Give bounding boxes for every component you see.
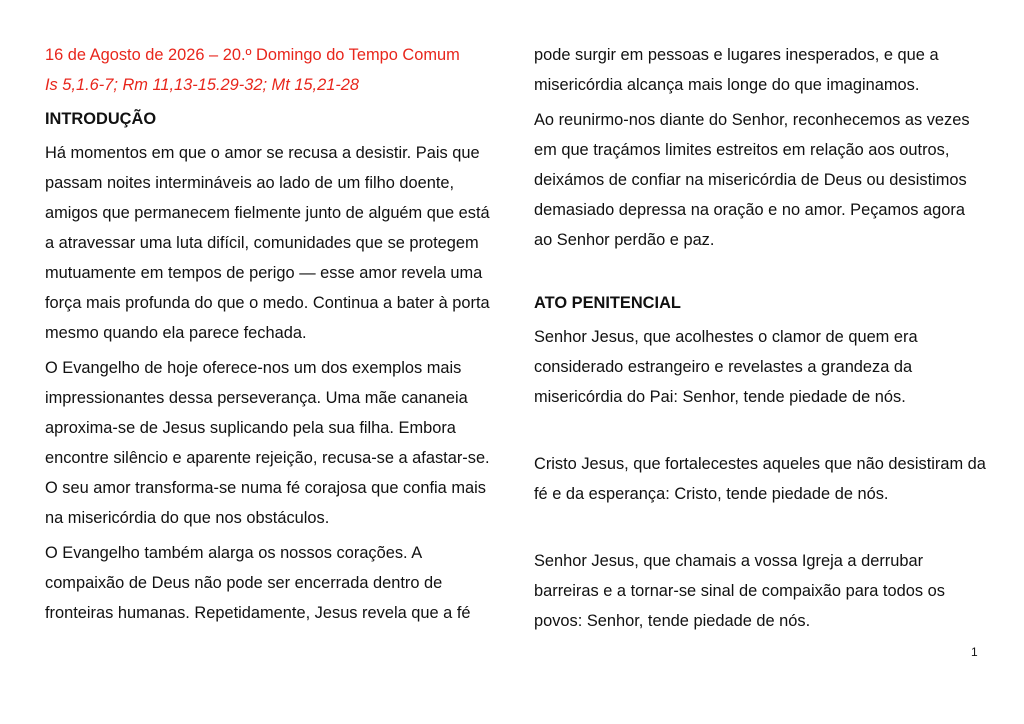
penitential-invocation-1: Senhor Jesus, que acolhestes o clamor de quem era considerado estrangeiro e revelastes a grandeza da misericórdia do Pai: Senhor, tende piedade de nós. [534,328,918,406]
intro-paragraph-1: Há momentos em que o amor se recusa a desistir. Pais que passam noites intermináveis ao lado de um filho doente, amigos que permanecem fielmente junto de alguém que está a atravessar uma luta difícil, comunidades que se protegem mutuamente em tempos de perigo — esse amor revela uma força mais profunda do que o medo. Continua a bater à porta mesmo quando ela parece fechada. [45,144,490,342]
intro-paragraph-3: O Evangelho também alarga os nossos corações. A compaixão de Deus não pode ser encerrada dentro de fronteiras humanas. Repetidamente, Jesus revela que a fé [45,544,471,622]
introduction-heading: INTRODUÇÃO [45,110,157,128]
penitential-heading: ATO PENITENCIAL [534,294,681,312]
page-number: 1 [971,645,978,659]
intro-paragraph-4: Ao reunirmo-nos diante do Senhor, reconhecemos as vezes em que traçámos limites estreitos em relação aos outros, deixámos de confiar na misericórdia de Deus ou desistimos demasiado depressa na oração e no amor. Peçamos agora ao Senhor perdão e paz. [534,111,970,249]
date-line: 16 de Agosto de 2026 – 20.º Domingo do Tempo Comum [45,46,460,64]
left-column [45,40,497,633]
right-column [534,40,986,641]
readings-line: Is 5,1.6-7; Rm 11,13-15.29-32; Mt 15,21-28 [45,76,360,94]
intro-paragraph-3-continued: pode surgir em pessoas e lugares inesperados, e que a misericórdia alcança mais longe do que imaginamos. [534,46,939,94]
penitential-invocation-2: Cristo Jesus, que fortalecestes aqueles que não desistiram da fé e da esperança: Cristo, tende piedade de nós. [534,455,986,503]
intro-paragraph-2: O Evangelho de hoje oferece-nos um dos exemplos mais impressionantes dessa perseverança. Uma mãe cananeia aproxima-se de Jesus suplicando pela sua filha. Embora encontre silêncio e aparente rejeição, recusa-se a afastar-se. O seu amor transforma-se numa fé corajosa que confia mais na misericórdia do que nos obstáculos. [45,359,490,527]
penitential-invocation-3: Senhor Jesus, que chamais a vossa Igreja a derrubar barreiras e a tornar-se sinal de compaixão para todos os povos: Senhor, tende piedade de nós. [534,552,945,630]
